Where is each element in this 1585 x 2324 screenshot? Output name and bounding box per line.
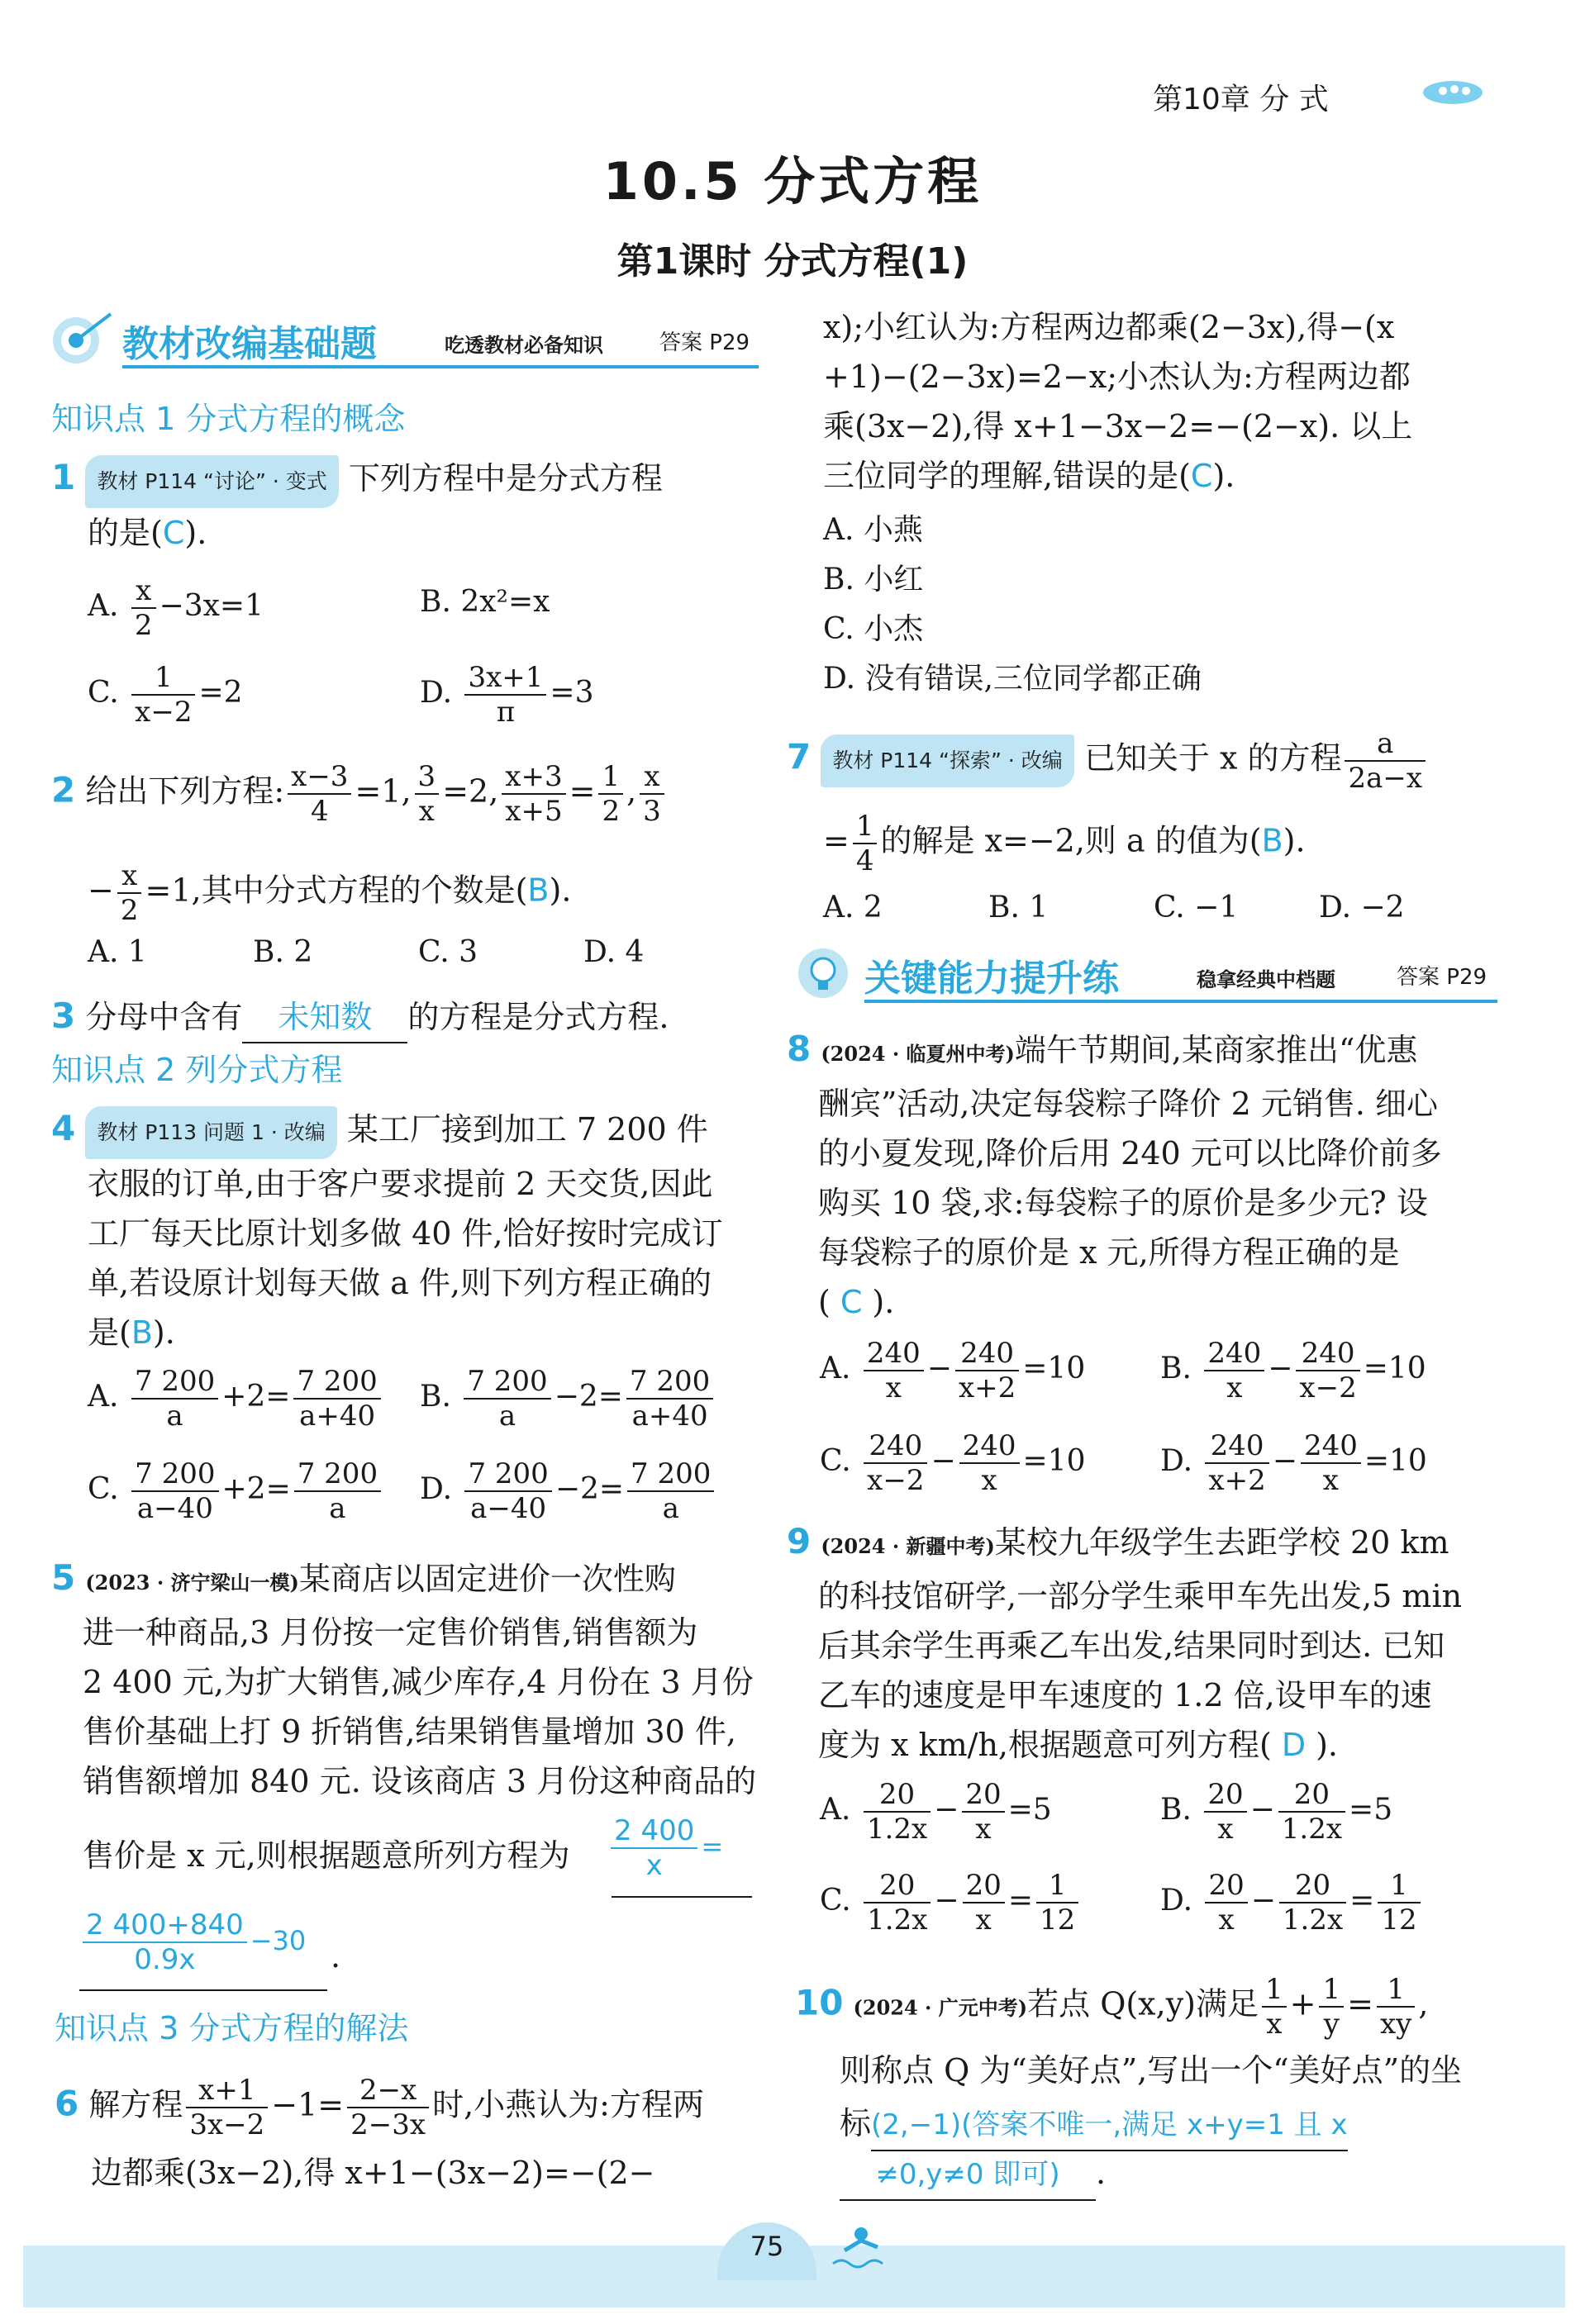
q8-option-c: C. $\frac{240}{x-2}$ − $\frac{240}{x}$ =10 [820,1429,1086,1497]
question-10-line3: 标(2,−1)(答案不唯一,满足 x+y=1 且 x [840,2098,1509,2151]
page-subtitle: 第1课时 分式方程(1) [616,240,969,283]
q6-options: A. 小燕 B. 小红 C. 小杰 D. 没有错误,三位同学都正确 [823,513,1202,696]
section1-note: 吃透教材必备知识 [445,334,603,357]
q7-answer: B [1261,822,1283,859]
knowledge-point-3: 知识点 3 分式方程的解法 [55,2010,409,2046]
q3-answer: 未知数 [242,992,407,1043]
question-8: 8 (2024 · 临夏州中考)端午节期间,某商家推出“优惠 酬宾”活动,决定每袋粽子降价 2 元销售. 细心 的小夏发现,降价后用 240 元可以比降价前多 购买 10 袋,求:每袋粽子的原价是多少元? 设 每袋粽子的原价是 x 元,所得方程正确的是 ( C ). [787,1029,1442,1320]
q10-answer: (2,−1)(答案不唯一,满足 x+y=1 且 x [871,2100,1348,2151]
question-1: 1 教材 P114 “讨论” · 变式 下列方程中是分式方程 的是(C). [51,453,754,558]
q9-option-c: C. $\frac{20}{1.2x}$ − $\frac{20}{x}$ = $\frac{1}{12}$ [820,1869,1082,1937]
question-5-last: 售价是 x 元,则根据题意所列方程为 [83,1837,570,1874]
q2-answer: B [527,872,550,909]
page-number: 75 [750,2231,784,2262]
q8-answer: C [840,1284,863,1320]
q8-option-b: B. $\frac{240}{x}$ − $\frac{240}{x-2}$ =10 [1160,1337,1426,1404]
question-3: 3 分母中含有 未知数 的方程是分式方程. [51,991,762,1043]
question-10-line2: 则称点 Q 为“美好点”,写出一个“美好点”的坐 [840,2052,1463,2089]
q1-answer: C [162,514,185,551]
q9-answer: D [1281,1727,1307,1763]
question-6-line2: 边都乘(3x−2),得 x+1−(3x−2)=−(2− [91,2155,655,2191]
lightbulb-icon [795,943,853,1001]
q4-option-d: D. $\frac{7 200}{a-40}$ −2= $\frac{7 200}{a}$ [420,1457,717,1525]
question-4: 4 教材 P113 问题 1 · 改编 某工厂接到加工 7 200 件 衣服的订单,由于客户要求提前 2 天交货,因此 工厂每天比原计划多做 40 件,恰好按时完成订 单,若设原计划每天做 a 件,则下列方程正确的 是(B). [51,1104,762,1357]
section2-note: 稳拿经典中档题 [1197,968,1335,991]
q5-answer-part2: $\frac{2 400+840}{0.9x}$ −30 [79,1908,306,1976]
q4-option-c: C. $\frac{7 200}{a-40}$ +2= $\frac{7 200}{a}$ [88,1457,384,1525]
q2-options: A. 1 B. 2 C. 3 D. 4 [88,935,645,969]
q1-option-c: C. $\frac{1}{x-2}$ =2 [88,661,243,729]
q4-option-b: B. $\frac{7 200}{a}$ −2= $\frac{7 200}{a+40}$ [420,1365,716,1433]
q1-option-d: D. $\frac{3x+1}{\pi}$ =3 [420,661,594,729]
section2-answer-ref: 答案 P29 [1397,965,1487,990]
question-2: 2 给出下列方程: $\frac{x-3}{4}$ =1, $\frac{3}{x}$ =2, $\frac{x+3}{x+5}$ = $\frac{1}{2}$ , $\frac{x}{3}$ [51,760,762,828]
q4-answer: B [131,1314,153,1351]
section2-title: 关键能力提升练 [864,958,1119,1000]
question-5: 5 (2023 · 济宁梁山一模)某商店以固定进价一次性购 进一种商品,3 月份按一定售价销售,销售额为 2 400 元,为扩大销售,减少库存,4 月份在 3 月份 售价基础上打 9 折销售,结果销售量增加 30 件, 销售额增加 840 元. 设该商店 3 月份这种商品的 [51,1557,757,1799]
target-icon [48,309,114,367]
section1-answer-ref: 答案 P29 [659,330,750,355]
q1-option-b: B. 2x²=x [420,585,550,619]
question-7-line2: = $\frac{1}{4}$ 的解是 x=−2,则 a 的值为(B). [823,810,1306,877]
chapter-decoration-icon [1420,74,1486,107]
q6-answer: C [1190,458,1213,494]
knowledge-point-2: 知识点 2 列分式方程 [51,1052,343,1088]
question-7: 7 教材 P114 “探索” · 改编 已知关于 x 的方程 $\frac{a}{2a-x}$ [787,727,1497,795]
page-title: 10.5 分式方程 [602,151,983,211]
q1-option-a: A. $\frac{x}{2}$ −3x=1 [88,574,264,642]
q8-option-d: D. $\frac{240}{x+2}$ − $\frac{240}{x}$ =10 [1160,1429,1427,1497]
chapter-header: 第10章 分 式 [1153,83,1329,116]
section1-title: 教材改编基础题 [122,323,377,365]
q5-answer-part1: $\frac{2 400}{x}$ = [607,1814,723,1882]
question-10-line4: ≠0,y≠0 即可) . [840,2148,1106,2201]
q4-option-a: A. $\frac{7 200}{a}$ +2= $\frac{7 200}{a+40}$ [88,1365,384,1433]
swimmer-icon [828,2222,894,2275]
question-2-cont: − $\frac{x}{2}$ =1,其中分式方程的个数是(B). [88,859,572,927]
question-9: 9 (2024 · 新疆中考)某校九年级学生去距学校 20 km 的科技馆研学,一部分学生乘甲车先出发,5 min 后其余学生再乘乙车出发,结果同时到达. 已知 乙车的速度是甲车速度的 1.2 倍,设甲车的速 度为 x km/h,根据题意可列方程( D ). [787,1521,1463,1763]
q8-option-a: A. $\frac{240}{x}$ − $\frac{240}{x+2}$ =10 [820,1337,1086,1404]
q10-answer-cont: ≠0,y≠0 即可) [840,2150,1096,2201]
q9-option-b: B. $\frac{20}{x}$ − $\frac{20}{1.2x}$ =5 [1160,1778,1393,1846]
question-6-continued: x);小红认为:方程两边都乘(2−3x),得−(x +1)−(2−3x)=2−x;小杰认为:方程两边都 乘(3x−2),得 x+1−3x−2=−(2−x). 以上 三位同学的理解,错误的是(C). [823,309,1413,494]
q7-options: A. 2 B. 1 C. −1 D. −2 [823,891,1405,924]
q9-option-a: A. $\frac{20}{1.2x}$ − $\frac{20}{x}$ =5 [820,1778,1052,1846]
knowledge-point-1: 知识点 1 分式方程的概念 [51,401,406,437]
question-10: 10 (2024 · 广元中考)若点 Q(x,y)满足 $\frac{1}{x}$ + $\frac{1}{y}$ = $\frac{1}{xy}$ , [795,1973,1429,2041]
q9-option-d: D. $\frac{20}{x}$ − $\frac{20}{1.2x}$ = $\frac{1}{12}$ [1160,1869,1424,1937]
question-6: 6 解方程 $\frac{x+1}{3x-2}$ −1= $\frac{2-x}{2-3x}$ 时,小燕认为:方程两 [55,2074,704,2141]
